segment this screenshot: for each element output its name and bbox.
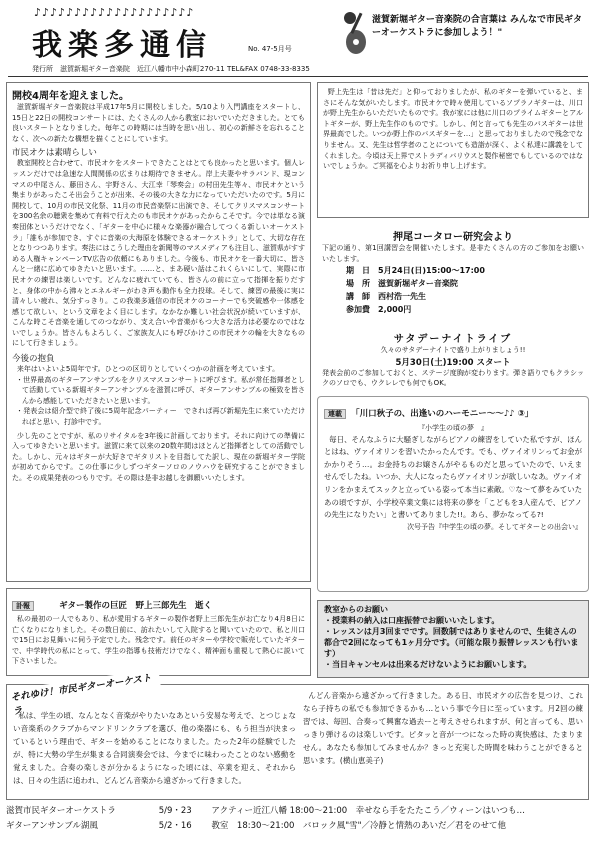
saturday-live-notice xyxy=(317,328,589,390)
classroom-notice xyxy=(317,600,589,678)
detail-label: 講 師 xyxy=(346,292,370,302)
schedule-date: 5/2・16 xyxy=(158,821,192,831)
schedule-row xyxy=(6,819,589,834)
notice-item: ・レッスンは月3回までです。回数制ではありませんので、生徒さんの都合で2回になっても1ヶ月分です。（可能な限り振替レッスンも行います） xyxy=(324,627,579,658)
list-item: ・世界最高のギターアンサンブルをクリスマスコンサートに呼びます。私が常任指揮者として活動している新堀ギターアンサンブルを滋賀に呼び、ギターアンサンブルの極致を皆さんから感能していただきたいと思います。 xyxy=(16,375,305,405)
study-group-details xyxy=(342,264,489,316)
orchestra-column-left: 私は、学生の頃、なんとなく音楽がやりたいなあという安易な考えで、とつじょない音楽系のクラブからマンドリンクラブを選び、他の楽器にも、もう担当が決まっているという理由で、ギターを始めることになりました。たった2年の経験でしたが、特に大勢の学生が集まる合同演奏会では、今までに味わったことのない感動を覚えました。合奏の楽しさが分かるようになった頃には、卒業を迎え、それからは、日々の生活に追われ、どんどん音楽から遠ざかって行きました。 xyxy=(13,711,296,785)
obituary-body: 私の最初の一人でもあり、私が愛用するギターの製作者野上三郎先生がお亡なり4月8日に亡くなりになりました。その数日前に、訪れたいして入院すると聞いていたので、私と川口で15日にお見舞いに伺う予定でした。残念です。前任のギターや学校で販売していたギターで、中学時代の私にとって、学生の指導も技術だけでなく、精神面も重視して熱心に説いて下さいました。 xyxy=(12,615,305,666)
table-row xyxy=(342,264,489,277)
schedule-list xyxy=(6,804,589,838)
orchestra-corner xyxy=(6,672,589,800)
detail-value: 西村浩一先生 xyxy=(378,292,426,302)
notice-item: ・授業料の納入は口座振替でお願いいたします。 xyxy=(324,616,500,625)
section-heading: 今後の抱負 xyxy=(12,354,55,365)
serial-heading: 「川口秋子の、出逢いのハーモニー～～♪♪ ③」 xyxy=(351,409,534,419)
article-paragraph: 来年はいよいよ5周年です。ひとつの区切りとしていくつかの計画を考えています。 xyxy=(16,365,280,374)
main-article xyxy=(6,82,311,582)
serial-column xyxy=(317,396,589,592)
saturday-live-date: 5月30日(土)19:00 スタート xyxy=(395,357,511,368)
orchestra-corner-label: それゆけ！市民ギターオーケストラ xyxy=(10,669,162,718)
table-row xyxy=(342,303,489,316)
music-notes-decoration: ♪♪♪♪♪♪♪♪♪♪♪♪♪♪♪♪♪♪♪♪ xyxy=(34,6,195,19)
header-divider xyxy=(8,76,588,77)
group-name: ギターアンサンブル湖風 xyxy=(6,821,98,831)
slogan: 滋賀新堀ギター音楽院の合言葉は みんなで市民ギターオーケストラに参加しよう！" xyxy=(372,15,582,38)
section-heading: 市民オケは素晴らしい xyxy=(12,148,97,159)
schedule-date: 5/9・23 xyxy=(158,806,192,816)
serial-body: 毎日、そんなふうに大騒ぎしながらピアノの練習をしていた私ですが、ほんとはね、ヴァイオリンを習いたかったんです。でも、ヴァイオリンってお金がかかりそう…。お金持ちのお嬢さんがやるものだと思っていたので、いえませんでしたね。いつか、大人になったらヴァイオリンが欲しいなあ。ヴァイオリンをかまえてスックと立っている姿って本当に素敵。♡な～て夢をみていたあの頃ですが、小学校卒業文集には将来の夢を「こどもを3人産んで、ピアノの先生になりたい」と書いてありました!!。あら、夢かなってる?! xyxy=(324,434,582,520)
detail-value: 滋賀新堀ギター音楽院 xyxy=(378,279,458,289)
detail-label: 場 所 xyxy=(346,279,370,289)
saturday-live-body: 発表会前のご参加しておくと、ステージ度胸が変わります。弾き語りでもクラシックのソロでも、ウクレレでも何でもOK。 xyxy=(322,368,584,388)
article-paragraph: 教室開校と合わせて、市民オケをスタートできたことはとても良かったと思います。個人レッスンだけでは急速な人間関係の広まりは期待できません。岸上夫妻やサラバンド、現コンマスの中尾さん、藤田さん、宇野さん、大江幸「琴奏会」の村田先生等々、市民オケという集まりがあったこそ出会うことが出来、その後の大きな力になっていただいたのです。5月に開校して、10月の市民文化祭、11月の市民音楽祭に出演でき、そしてクリスマスコンサートを300名余の聴衆を集めて有料で行えたのも市民オケがあったからこそです。今では単なる演奏団体というだけでなく、「ギターを中心に様々な楽器が融合してつくる新しいオーケストラ」「誰もが参加でき、すぐに音楽の大海原を体験できるオーケストラ」として、大切な存在となりつつあります。奏法にはこうした理由を新聞等のマスメディアも注目し、滋賀県がすすめる人権キャンペーンTV広告の依頼にもありました。今後も、市民オケを一番大切に、皆さんと一緒に広めてゆきたいと思います。……と、まあ硬い話はこれくらいにして、実際に市民オケの練習は楽しいです。どんなに疲れていても、皆さんの前に立って指揮を振りだすと、身体の中から沸々とエネルギーがわき声も動作も全力投球。そして、練習の最後に実に清々しい疲れ、気分すっきり。この我楽多通信の市民オケのコーナーでも突破感や一体感を感じて欲しい、という文章をよく目にします。なかなか難しい社会状況が続いていますが、こんな時こそ音楽を通してのつながり、支え合いや音楽がもつ大きな活力は必要なのではないでしょうか。皆さんもよろしく、ご家族友人にも呼びかけこの市民オケの輪を大きなものにして行きましょう。 xyxy=(12,159,305,348)
article-paragraph: 滋賀新堀ギター音楽院は平成17年5月に開校しました。5/10より入門講座をスタートし、15日と22日の開校コンサートには、たくさんの人から教室においでいただきました。とても良いスタートとなりました。毎年この時期には当時を思い出し、初心の新鮮さを忘れることなく、次への新たな構想を描くことにしています。 xyxy=(12,103,305,143)
obituary-heading: ギター製作の巨匠 野上三郎先生 逝く xyxy=(59,601,213,611)
schedule-detail: アクティー近江八幡 18:00～21:00 幸せなら手をたたこう／ウィーンはいつも… xyxy=(211,806,525,816)
serial-subtitle: 『小学生の頃の夢 』 xyxy=(418,424,488,432)
detail-value: 2,000円 xyxy=(378,305,412,315)
article-paragraph: 野上先生は「昔は先だ」と仰っておりましたが、私のギターを弾いていると、まさにそんな気がいたします。市民オケで時々使用しているソプラノギターは、川口が野上先生からいただいたものです。我が家には他に川口のプライムギターとアルトギターが、野上先生作のものです。しかし、何と言っても先生のバスギターは世界最高でした。いつか野上作のバスギターを…」と思っておりましたので残念でなりません。又、先生は哲学者のことについても造詣が深く、よく私達に講義をしてくれました。今頃は天上界でストラディバリウスと製作秘密でもしているのではないでしょうか。ご冥福を心よりお祈り申し上げます。 xyxy=(323,88,583,171)
obituary-section xyxy=(6,588,311,676)
detail-label: 期 日 xyxy=(346,266,370,276)
obituary-label: 訃報 xyxy=(12,601,34,611)
serial-label: 連載 xyxy=(324,409,346,419)
table-row xyxy=(342,277,489,290)
study-group-intro: 下記の通り、第1回講習会を開催いたします。是非たくさんの方のご参加をお願いいたします。 xyxy=(322,244,584,263)
saturday-live-heading: サタデーナイトライブ xyxy=(393,334,513,345)
newsletter-title: 我楽多通信 xyxy=(32,28,212,63)
study-group-notice xyxy=(317,226,589,322)
notice-item: ・当日キャンセルは出来るだけないようにお願いします。 xyxy=(324,660,532,669)
group-name: 滋賀市民ギターオーケストラ xyxy=(6,806,116,816)
issue-number: No. 47-5月号 xyxy=(248,45,292,53)
article-heading: 開校4周年を迎えました。 xyxy=(12,91,129,102)
obituary-continued xyxy=(317,82,589,218)
notice-heading: 教室からのお願い xyxy=(324,605,388,614)
table-row xyxy=(342,290,489,303)
article-paragraph: 少し先のことですが、私のリサイタルを3年後に計画しております。それに向けての準備に入ってゆきたいと思います。滋賀に来て以来の20数年間はほとんど指揮者としての活動でした。しかし、元々はギターが大好きでギタリストを目指してた訳し、現在の新堀ギター学院が初めてからです。この仕事に少しずつギターソロのノウハウを研究することができました。その成果発表のつもりです。その際は是非お越しを御願いいたします。 xyxy=(12,431,305,482)
schedule-detail: 教室 18:30～21:00 バロック風"雪"／冷静と情熱のあいだ／君をのせて他 xyxy=(211,821,507,831)
detail-label: 参加費 xyxy=(346,305,370,315)
guitar-player-icon xyxy=(338,10,372,58)
next-issue-preview: 次号予告『中学生の頃の夢。そしてギターとの出会い』 xyxy=(407,522,582,531)
list-item: ・発表会は紹介型で終了後に5周年記念パーティー できれば再び新堀先生に来ていただければと思い、打診中です。 xyxy=(16,407,305,427)
study-group-heading: 押尾コータロー研究会より xyxy=(393,232,513,243)
publisher-info: 発行所 滋賀新堀ギター音楽院 近江八幡市中小森町270-11 TEL&FAX 0748-33-8335 xyxy=(32,65,310,73)
saturday-live-sub: 久々のサタデーナイトで盛り上がりましょう!! xyxy=(380,346,526,354)
schedule-row xyxy=(6,804,589,819)
orchestra-column-right: んどん音楽から遠ざかって行きました。ある日、市民オケの広告を見つけ、これなら子持ちの私でも参加できるかも…という事で今日に至っています。月2回の練習では、毎回、合奏って興奮な過去ーと考えさせられますが、何と言っても、思いっきり弾けるのは楽しいです。ピタッと音が一つになった時の爽快感は、たまりません。あなたも参加してみませんか？きっと充実した時間を味わうことができると思います。(横山恵美子) xyxy=(303,691,583,765)
detail-value: 5月24日(日)15:00～17:00 xyxy=(378,266,485,276)
